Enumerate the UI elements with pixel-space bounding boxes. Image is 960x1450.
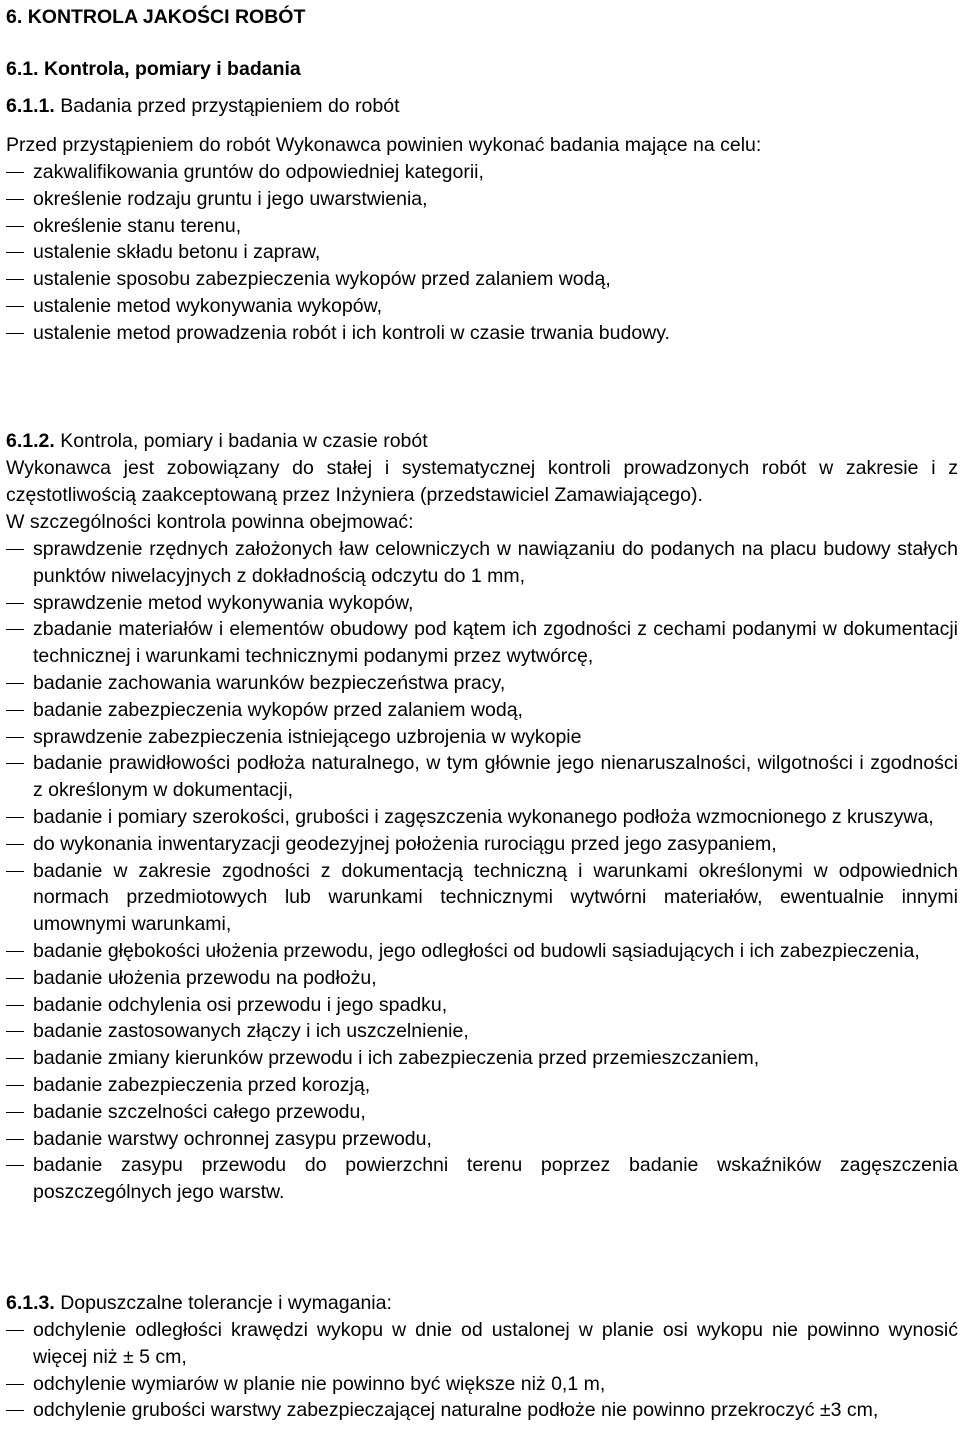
list-item: badanie zabezpieczenia przed korozją, <box>0 1072 958 1099</box>
list-item: odchylenie odległości krawędzi wykopu w dnie od ustalonej w planie osi wykopu nie powinno wynosić więcej niż ± 5 cm, <box>0 1317 958 1371</box>
list-item: sprawdzenie metod wykonywania wykopów, <box>0 590 958 617</box>
list-item: badanie warstwy ochronnej zasypu przewodu, <box>0 1126 958 1153</box>
list-item: badanie zmiany kierunków przewodu i ich zabezpieczenia przed przemieszczaniem, <box>0 1045 958 1072</box>
paragraph-intro-6-1-1: Przed przystąpieniem do robót Wykonawca powinien wykonać badania mające na celu: <box>6 134 762 156</box>
list-item: sprawdzenie rzędnych założonych ław celowniczych w nawiązaniu do podanych na placu budowy stałych punktów niwelacyjnych z dokładnością odczytu do 1 mm, <box>0 536 958 590</box>
heading-number: 6.1.3. <box>6 1292 55 1314</box>
subsection-title: Kontrola, pomiary i badania <box>43 58 301 80</box>
list-6-1-1 <box>0 159 958 347</box>
list-item: badanie głębokości ułożenia przewodu, jego odległości od budowli sąsiadujących i ich zabezpieczenia, <box>0 938 958 965</box>
subsection-number: 6.1. <box>6 58 39 80</box>
list-item: ustalenie sposobu zabezpieczenia wykopów przed zalaniem wodą, <box>0 266 958 293</box>
list-item: badanie ułożenia przewodu na podłożu, <box>0 965 958 992</box>
list-item: badanie zastosowanych złączy i ich uszczelnienie, <box>0 1018 958 1045</box>
list-item: odchylenie grubości warstwy zabezpieczającej naturalne podłoże nie powinno przekroczyć ±3 cm, <box>0 1397 958 1424</box>
list-item: określenie stanu terenu, <box>0 213 958 240</box>
list-item: badanie w zakresie zgodności z dokumentacją techniczną i warunkami określonymi w odpowiednich normach przedmiotowych lub warunkami technicznymi wytwórni materiałów, ewentualnie innymi umownymi warunkami, <box>0 858 958 938</box>
list-item: badanie odchylenia osi przewodu i jego spadku, <box>0 992 958 1019</box>
list-item: odchylenie wymiarów w planie nie powinno być większe niż 0,1 m, <box>0 1371 958 1398</box>
heading-title: Kontrola, pomiary i badania w czasie robót <box>60 430 428 452</box>
heading-6-1-2 <box>6 428 428 454</box>
heading-6-1-1 <box>6 93 400 119</box>
subsection-heading <box>6 56 301 82</box>
list-item: badanie i pomiary szerokości, grubości i zagęszczenia wykonanego podłoża wzmocnionego z kruszywa, <box>0 804 958 831</box>
list-item: określenie rodzaju gruntu i jego uwarstwienia, <box>0 186 958 213</box>
list-item: zakwalifikowania gruntów do odpowiedniej kategorii, <box>0 159 958 186</box>
list-item: sprawdzenie zabezpieczenia istniejącego uzbrojenia w wykopie <box>0 724 958 751</box>
paragraph-intro2-6-1-2: W szczególności kontrola powinna obejmować: <box>6 511 414 533</box>
paragraph-intro-6-1-2: Wykonawca jest zobowiązany do stałej i systematycznej kontroli prowadzonych robót w zakresie i z częstotliwością zaakceptowaną przez Inżyniera (przedstawiciel Zamawiającego). <box>6 457 958 506</box>
list-item: badanie szczelności całego przewodu, <box>0 1099 958 1126</box>
heading-6-1-3 <box>6 1290 392 1316</box>
list-item: ustalenie składu betonu i zapraw, <box>0 239 958 266</box>
list-item: badanie zachowania warunków bezpieczeństwa pracy, <box>0 670 958 697</box>
list-item: badanie prawidłowości podłoża naturalnego, w tym głównie jego nienaruszalności, wilgotności i zgodności z określonym w dokumentacji, <box>0 750 958 804</box>
section-heading <box>6 4 305 30</box>
list-6-1-2 <box>0 536 958 1206</box>
list-item: badanie zasypu przewodu do powierzchni terenu poprzez badanie wskaźników zagęszczenia poszczególnych jego warstw. <box>0 1152 958 1206</box>
heading-number: 6.1.1. <box>6 95 55 117</box>
list-item: badanie zabezpieczenia wykopów przed zalaniem wodą, <box>0 697 958 724</box>
section-number: 6. <box>6 6 23 28</box>
list-item: ustalenie metod wykonywania wykopów, <box>0 293 958 320</box>
list-item: zbadanie materiałów i elementów obudowy pod kątem ich zgodności z cechami podanymi w dokumentacji technicznej i warunkami technicznymi podanymi przez wytwórcę, <box>0 616 958 670</box>
heading-title: Dopuszczalne tolerancje i wymagania: <box>60 1292 392 1314</box>
heading-number: 6.1.2. <box>6 430 55 452</box>
list-item: ustalenie metod prowadzenia robót i ich kontroli w czasie trwania budowy. <box>0 320 958 347</box>
list-6-1-3 <box>0 1317 958 1424</box>
heading-title: Badania przed przystąpieniem do robót <box>60 95 400 117</box>
section-title: KONTROLA JAKOŚCI ROBÓT <box>27 6 306 28</box>
list-item: do wykonania inwentaryzacji geodezyjnej położenia rurociągu przed jego zasypaniem, <box>0 831 958 858</box>
